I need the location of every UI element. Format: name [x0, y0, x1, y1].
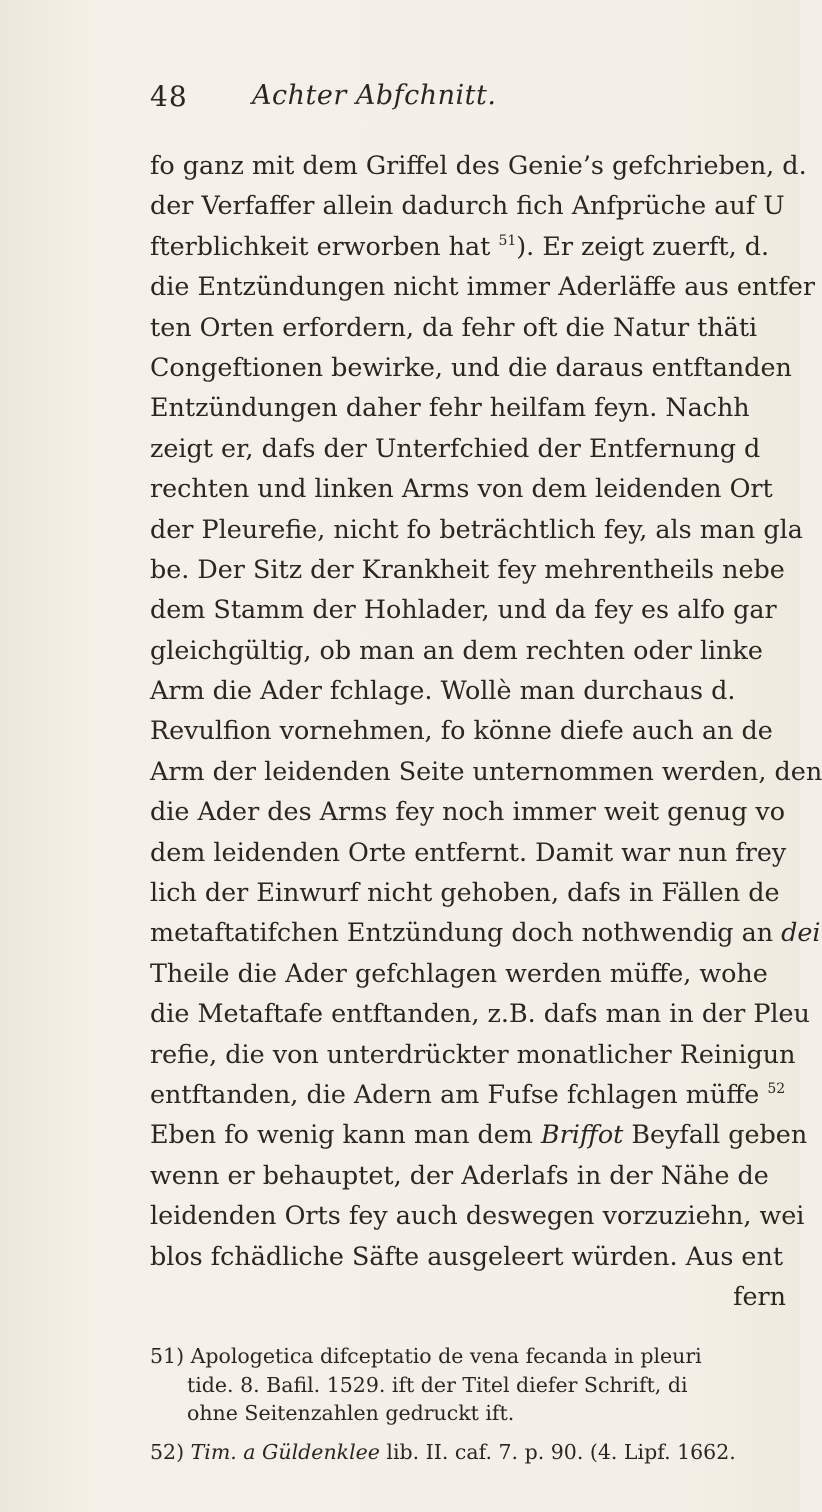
text-segment: Eben fo wenig kann man dem: [150, 1119, 541, 1150]
italic-text: dei: [781, 917, 821, 948]
text-line: Arm die Ader fchlage. Wollè man durchaus d.: [150, 675, 736, 706]
text-line: der Pleurefie, nicht fo beträchtlich fey, als man gla: [150, 513, 803, 544]
text-line: die Entzündungen nicht immer Aderläffe aus entfer: [150, 271, 816, 302]
text-line: wenn er behauptet, der Aderlafs in der Nähe de: [150, 1159, 769, 1190]
text-line: [150, 226, 800, 266]
text-line: Entzündungen daher fehr heilfam feyn. Nachh: [150, 392, 750, 423]
footnotes: [150, 1342, 800, 1466]
text-segment: lib. II. caf. 7. p. 90. (4. Lipf. 1662.: [379, 1439, 736, 1464]
italic-name: Tim. a Güldenklee: [190, 1439, 380, 1464]
page-number: 48: [150, 80, 188, 113]
text-segment: 52): [150, 1439, 191, 1464]
text-line: Congeftionen bewirke, und die daraus entftanden: [150, 351, 792, 382]
text-line: be. Der Sitz der Krankheit fey mehrentheils nebe: [150, 553, 785, 584]
footnote-51-line: tide. 8. Bafil. 1529. ift der Titel diefer Schrift, di: [187, 1372, 688, 1397]
text-segment: Beyfall geben: [623, 1119, 808, 1150]
text-line: [150, 912, 821, 952]
text-line: gleichgültig, ob man an dem rechten oder linke: [150, 634, 763, 665]
text-line: refie, die von unterdrückter monatlicher Reinigun: [150, 1038, 796, 1069]
text-line: dem leidenden Orte entfernt. Damit war nun frey: [150, 836, 787, 867]
text-segment: fterblichkeit erworben hat: [150, 230, 499, 261]
text-line: leidenden Orts fey auch deswegen vorzuziehn, wei: [150, 1200, 805, 1231]
text-line: zeigt er, dafs der Unterfchied der Entfernung d: [150, 432, 761, 463]
text-segment: metaftatifchen Entzündung doch nothwendig an: [150, 917, 782, 948]
text-line: lich der Einwurf nicht gehoben, dafs in Fällen de: [150, 877, 780, 908]
text-segment: ). Er zeigt zuerft, d.: [516, 230, 770, 261]
text-line: fo ganz mit dem Griffel des Genie’s gefchrieben, d.: [150, 150, 807, 180]
running-head: Achter Abfchnitt.: [252, 80, 497, 111]
text-line: blos fchädliche Säfte ausgeleert würden. Aus ent: [150, 1240, 784, 1271]
text-line: die Metaftafe entftanden, z.B. dafs man in der Pleu: [150, 998, 810, 1029]
footnote-51-line: ohne Seitenzahlen gedruckt ift.: [187, 1401, 515, 1425]
text-line: Theile die Ader gefchlagen werden müffe, wohe: [150, 957, 768, 988]
text-line: Revulfion vornehmen, fo könne diefe auch an de: [150, 715, 773, 746]
text-segment: entftanden, die Adern am Fufse fchlagen müffe: [150, 1078, 768, 1109]
text-line: fern: [733, 1280, 786, 1311]
footnote-gap: [150, 1428, 800, 1438]
text-line: ten Orten erfordern, da fehr oft die Natur thäti: [150, 311, 758, 342]
footnote-reference: 51: [498, 232, 517, 249]
italic-name: Briffot: [540, 1119, 624, 1150]
text-line: dem Stamm der Hohlader, und da fey es alfo gar: [150, 594, 777, 625]
body-text: [150, 145, 822, 1316]
footnote-reference: 52: [767, 1080, 786, 1097]
page-header: [150, 80, 750, 120]
text-line: die Ader des Arms fey noch immer weit genug vo: [150, 796, 786, 827]
text-line: der Verfaffer allein dadurch fich Anfprüche auf U: [150, 190, 785, 221]
footnote-52-line: [150, 1438, 800, 1467]
text-line: [150, 1074, 800, 1114]
footnote-51-line: 51) Apologetica difceptatio de vena fecanda in pleuri: [150, 1344, 702, 1368]
text-line: [150, 1114, 808, 1154]
text-line: Arm der leidenden Seite unternommen werden, den: [150, 755, 822, 786]
text-line: rechten und linken Arms von dem leidenden Ort: [150, 473, 773, 504]
